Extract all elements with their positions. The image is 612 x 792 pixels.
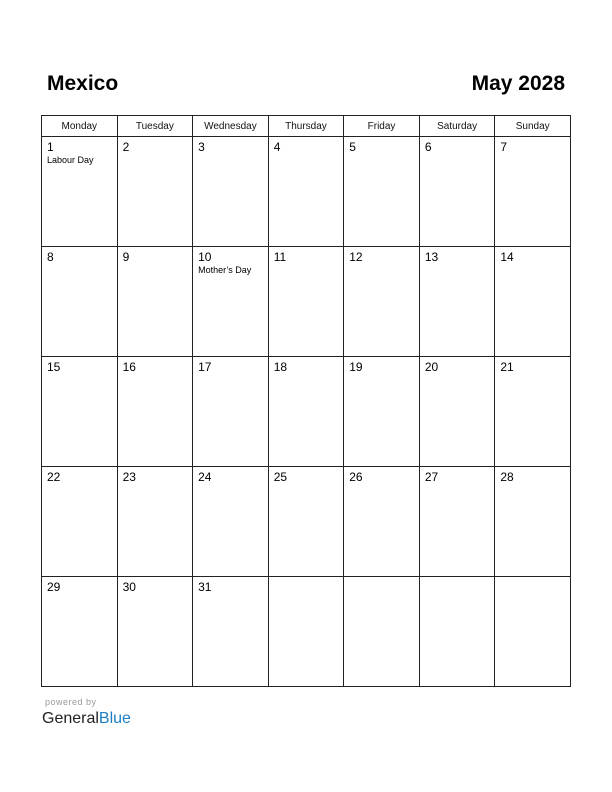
brand-logo-part2: Blue: [98, 710, 131, 727]
day-number: 9: [122, 250, 130, 264]
day-cell: [419, 137, 495, 247]
day-number: 29: [47, 580, 61, 594]
week-row: [42, 467, 571, 577]
day-number: 24: [198, 470, 212, 484]
day-cell: [495, 137, 571, 247]
day-number: 22: [47, 470, 61, 484]
day-cell: [193, 577, 269, 687]
day-number: 18: [273, 360, 288, 374]
week-row: [42, 357, 571, 467]
day-number: 30: [122, 580, 136, 594]
weekday-header: Friday: [344, 116, 420, 137]
day-cell: [495, 247, 571, 357]
day-number: 21: [500, 360, 514, 374]
day-number: 26: [349, 470, 363, 484]
powered-by-label: powered by: [45, 697, 97, 707]
day-number: 23: [122, 470, 136, 484]
day-cell: [42, 357, 118, 467]
day-cell: [193, 137, 269, 247]
day-cell: [344, 467, 420, 577]
day-cell: [419, 357, 495, 467]
day-number: 20: [424, 360, 439, 374]
day-cell: [268, 137, 344, 247]
day-cell: [268, 467, 344, 577]
weekday-header: Sunday: [495, 116, 571, 137]
day-cell: [419, 577, 495, 687]
weekday-header: Thursday: [268, 116, 344, 137]
day-number: 7: [500, 140, 508, 154]
day-number: 2: [122, 140, 130, 154]
country-title: Mexico: [47, 72, 119, 95]
day-cell: [495, 357, 571, 467]
day-number: 6: [424, 140, 432, 154]
day-number: 16: [122, 360, 136, 374]
day-number: 31: [198, 580, 212, 594]
day-cell: [42, 137, 118, 247]
day-cell: [42, 247, 118, 357]
day-number: 17: [198, 360, 212, 374]
weekday-header-row: [42, 116, 571, 137]
weekday-header: Saturday: [419, 116, 495, 137]
day-number: 13: [424, 250, 439, 264]
holiday-label: Mother’s Day: [198, 265, 252, 275]
day-cell: [193, 467, 269, 577]
day-cell: [193, 247, 269, 357]
day-number: 15: [47, 360, 61, 374]
brand-logo-part1: General: [42, 710, 99, 727]
weekday-header: Monday: [42, 116, 118, 137]
day-number: 14: [500, 250, 514, 264]
day-cell: [268, 357, 344, 467]
day-cell: [42, 467, 118, 577]
day-cell: [344, 357, 420, 467]
day-number: 19: [349, 360, 363, 374]
day-cell: [419, 467, 495, 577]
week-row: [42, 137, 571, 247]
holiday-label: Labour Day: [47, 155, 94, 165]
day-number: 1: [47, 140, 54, 154]
day-cell: [117, 247, 193, 357]
day-number: 4: [273, 140, 281, 154]
day-cell: [42, 577, 118, 687]
week-row: [42, 247, 571, 357]
day-number: 3: [198, 140, 205, 154]
day-number: 27: [424, 470, 439, 484]
day-cell: [344, 577, 420, 687]
day-number: 28: [500, 470, 514, 484]
day-cell: [495, 467, 571, 577]
day-cell: [193, 357, 269, 467]
weekday-header: Tuesday: [117, 116, 193, 137]
day-cell: [268, 577, 344, 687]
day-number: 11: [273, 250, 287, 264]
day-number: 10: [198, 250, 212, 264]
day-cell: [419, 247, 495, 357]
day-cell: [117, 357, 193, 467]
day-number: 5: [349, 140, 356, 154]
day-cell: [344, 247, 420, 357]
day-number: 25: [273, 470, 288, 484]
day-cell: [495, 577, 571, 687]
day-number: 12: [349, 250, 363, 264]
brand-logo: [42, 709, 131, 729]
day-cell: [117, 137, 193, 247]
weekday-header: Wednesday: [193, 116, 269, 137]
day-number: 8: [47, 250, 54, 264]
day-cell: [117, 577, 193, 687]
month-year-title: May 2028: [471, 72, 565, 95]
calendar-grid: [41, 115, 571, 687]
day-cell: [117, 467, 193, 577]
day-cell: [268, 247, 344, 357]
day-cell: [344, 137, 420, 247]
week-row: [42, 577, 571, 687]
